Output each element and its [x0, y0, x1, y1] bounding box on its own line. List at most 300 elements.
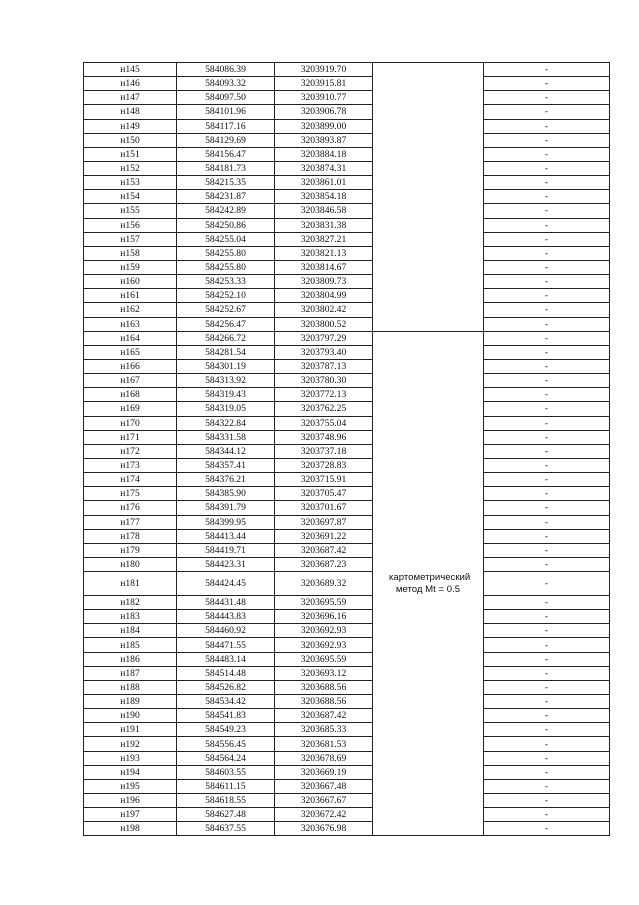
dash-cell: - — [484, 161, 610, 175]
point-name-cell: н177 — [84, 515, 177, 529]
point-name-cell: н161 — [84, 289, 177, 303]
dash-cell: - — [484, 794, 610, 808]
dash-cell: - — [484, 458, 610, 472]
x-coordinate-cell: 584117.16 — [177, 119, 275, 133]
table-row — [84, 232, 610, 246]
point-name-cell: н153 — [84, 176, 177, 190]
table-row — [84, 822, 610, 836]
method-cell — [373, 794, 484, 808]
point-name-cell: н152 — [84, 161, 177, 175]
x-coordinate-cell: 584399.95 — [177, 515, 275, 529]
method-cell — [373, 473, 484, 487]
table-row — [84, 133, 610, 147]
method-cell — [373, 596, 484, 610]
dash-cell: - — [484, 416, 610, 430]
table-row — [84, 218, 610, 232]
point-name-cell: н160 — [84, 275, 177, 289]
dash-cell: - — [484, 218, 610, 232]
point-name-cell: н148 — [84, 105, 177, 119]
y-coordinate-cell: 3203772.13 — [275, 388, 373, 402]
point-name-cell: н167 — [84, 374, 177, 388]
dash-cell: - — [484, 487, 610, 501]
table-row — [84, 161, 610, 175]
y-coordinate-cell: 3203667.48 — [275, 779, 373, 793]
x-coordinate-cell: 584231.87 — [177, 190, 275, 204]
y-coordinate-cell: 3203797.29 — [275, 331, 373, 345]
table-row — [84, 444, 610, 458]
y-coordinate-cell: 3203800.52 — [275, 317, 373, 331]
table-row — [84, 246, 610, 260]
dash-cell: - — [484, 473, 610, 487]
x-coordinate-cell: 584101.96 — [177, 105, 275, 119]
y-coordinate-cell: 3203809.73 — [275, 275, 373, 289]
dash-cell: - — [484, 303, 610, 317]
y-coordinate-cell: 3203695.59 — [275, 596, 373, 610]
y-coordinate-cell: 3203884.18 — [275, 147, 373, 161]
y-coordinate-cell: 3203893.87 — [275, 133, 373, 147]
y-coordinate-cell: 3203696.16 — [275, 610, 373, 624]
x-coordinate-cell: 584255.80 — [177, 260, 275, 274]
dash-cell: - — [484, 501, 610, 515]
point-name-cell: н175 — [84, 487, 177, 501]
method-cell — [373, 430, 484, 444]
method-cell — [373, 388, 484, 402]
x-coordinate-cell: 584281.54 — [177, 345, 275, 359]
table-row — [84, 260, 610, 274]
point-name-cell: н195 — [84, 779, 177, 793]
method-cell — [373, 317, 484, 331]
dash-cell: - — [484, 666, 610, 680]
dash-cell: - — [484, 190, 610, 204]
method-cell — [373, 133, 484, 147]
point-name-cell: н197 — [84, 808, 177, 822]
point-name-cell: н176 — [84, 501, 177, 515]
table-row — [84, 529, 610, 543]
x-coordinate-cell: 584253.33 — [177, 275, 275, 289]
y-coordinate-cell: 3203687.42 — [275, 709, 373, 723]
dash-cell: - — [484, 808, 610, 822]
y-coordinate-cell: 3203787.13 — [275, 359, 373, 373]
y-coordinate-cell: 3203919.70 — [275, 63, 373, 77]
x-coordinate-cell: 584266.72 — [177, 331, 275, 345]
y-coordinate-cell: 3203687.23 — [275, 557, 373, 571]
y-coordinate-cell: 3203874.31 — [275, 161, 373, 175]
y-coordinate-cell: 3203676.98 — [275, 822, 373, 836]
table-row — [84, 610, 610, 624]
dash-cell: - — [484, 596, 610, 610]
point-name-cell: н178 — [84, 529, 177, 543]
x-coordinate-cell: 584156.47 — [177, 147, 275, 161]
x-coordinate-cell: 584252.10 — [177, 289, 275, 303]
method-cell — [373, 652, 484, 666]
y-coordinate-cell: 3203831.38 — [275, 218, 373, 232]
y-coordinate-cell: 3203861.01 — [275, 176, 373, 190]
method-cell — [373, 232, 484, 246]
method-cell — [373, 557, 484, 571]
y-coordinate-cell: 3203728.83 — [275, 458, 373, 472]
table-row — [84, 751, 610, 765]
table-row — [84, 666, 610, 680]
y-coordinate-cell: 3203899.00 — [275, 119, 373, 133]
method-cell — [373, 808, 484, 822]
y-coordinate-cell: 3203802.42 — [275, 303, 373, 317]
y-coordinate-cell: 3203854.18 — [275, 190, 373, 204]
dash-cell: - — [484, 374, 610, 388]
x-coordinate-cell: 584424.45 — [177, 572, 275, 596]
point-name-cell: н157 — [84, 232, 177, 246]
table-row — [84, 430, 610, 444]
y-coordinate-cell: 3203804.99 — [275, 289, 373, 303]
x-coordinate-cell: 584603.55 — [177, 765, 275, 779]
point-name-cell: н164 — [84, 331, 177, 345]
y-coordinate-cell: 3203669.19 — [275, 765, 373, 779]
method-cell — [373, 63, 484, 77]
point-name-cell: н147 — [84, 91, 177, 105]
point-name-cell: н180 — [84, 557, 177, 571]
x-coordinate-cell: 584549.23 — [177, 723, 275, 737]
table-row — [84, 765, 610, 779]
y-coordinate-cell: 3203827.21 — [275, 232, 373, 246]
x-coordinate-cell: 584391.79 — [177, 501, 275, 515]
dash-cell: - — [484, 204, 610, 218]
dash-cell: - — [484, 232, 610, 246]
method-cell — [373, 680, 484, 694]
table-row — [84, 473, 610, 487]
method-cell — [373, 359, 484, 373]
dash-cell: - — [484, 317, 610, 331]
dash-cell: - — [484, 289, 610, 303]
y-coordinate-cell: 3203667.67 — [275, 794, 373, 808]
dash-cell: - — [484, 572, 610, 596]
y-coordinate-cell: 3203915.81 — [275, 77, 373, 91]
y-coordinate-cell: 3203688.56 — [275, 695, 373, 709]
coordinates-table-body — [84, 63, 610, 836]
dash-cell: - — [484, 723, 610, 737]
point-name-cell: н163 — [84, 317, 177, 331]
y-coordinate-cell: 3203695.59 — [275, 652, 373, 666]
table-row — [84, 596, 610, 610]
x-coordinate-cell: 584252.67 — [177, 303, 275, 317]
method-cell — [373, 737, 484, 751]
method-cell — [373, 638, 484, 652]
method-cell — [373, 331, 484, 345]
dash-cell: - — [484, 91, 610, 105]
table-row — [84, 91, 610, 105]
y-coordinate-cell: 3203692.93 — [275, 624, 373, 638]
y-coordinate-cell: 3203755.04 — [275, 416, 373, 430]
table-row — [84, 709, 610, 723]
method-cell — [373, 444, 484, 458]
x-coordinate-cell: 584181.73 — [177, 161, 275, 175]
method-cell — [373, 260, 484, 274]
point-name-cell: н196 — [84, 794, 177, 808]
x-coordinate-cell: 584093.32 — [177, 77, 275, 91]
x-coordinate-cell: 584313.92 — [177, 374, 275, 388]
dash-cell: - — [484, 260, 610, 274]
x-coordinate-cell: 584301.19 — [177, 359, 275, 373]
method-cell — [373, 91, 484, 105]
method-cell — [373, 204, 484, 218]
dash-cell: - — [484, 430, 610, 444]
dash-cell: - — [484, 610, 610, 624]
dash-cell: - — [484, 275, 610, 289]
point-name-cell: н168 — [84, 388, 177, 402]
dash-cell: - — [484, 529, 610, 543]
table-row — [84, 624, 610, 638]
x-coordinate-cell: 584255.80 — [177, 246, 275, 260]
dash-cell: - — [484, 751, 610, 765]
x-coordinate-cell: 584556.45 — [177, 737, 275, 751]
dash-cell: - — [484, 119, 610, 133]
table-row — [84, 374, 610, 388]
point-name-cell: н172 — [84, 444, 177, 458]
method-cell — [373, 709, 484, 723]
table-row — [84, 359, 610, 373]
table-row — [84, 515, 610, 529]
point-name-cell: н150 — [84, 133, 177, 147]
table-row — [84, 204, 610, 218]
method-cell — [373, 610, 484, 624]
table-row — [84, 737, 610, 751]
y-coordinate-cell: 3203748.96 — [275, 430, 373, 444]
method-cell — [373, 458, 484, 472]
point-name-cell: н179 — [84, 543, 177, 557]
method-cell — [373, 374, 484, 388]
table-row — [84, 119, 610, 133]
x-coordinate-cell: 584357.41 — [177, 458, 275, 472]
point-name-cell: н170 — [84, 416, 177, 430]
method-cell — [373, 303, 484, 317]
y-coordinate-cell: 3203691.22 — [275, 529, 373, 543]
y-coordinate-cell: 3203672.42 — [275, 808, 373, 822]
point-name-cell: н186 — [84, 652, 177, 666]
point-name-cell: н185 — [84, 638, 177, 652]
method-cell — [373, 572, 484, 596]
method-cell — [373, 161, 484, 175]
x-coordinate-cell: 584541.83 — [177, 709, 275, 723]
point-name-cell: н169 — [84, 402, 177, 416]
table-row — [84, 680, 610, 694]
dash-cell: - — [484, 345, 610, 359]
y-coordinate-cell: 3203780.30 — [275, 374, 373, 388]
method-cell — [373, 487, 484, 501]
x-coordinate-cell: 584215.35 — [177, 176, 275, 190]
point-name-cell: н187 — [84, 666, 177, 680]
dash-cell: - — [484, 822, 610, 836]
point-name-cell: н165 — [84, 345, 177, 359]
table-row — [84, 190, 610, 204]
point-name-cell: н154 — [84, 190, 177, 204]
table-row — [84, 345, 610, 359]
dash-cell: - — [484, 680, 610, 694]
x-coordinate-cell: 584344.12 — [177, 444, 275, 458]
table-row — [84, 317, 610, 331]
point-name-cell: н184 — [84, 624, 177, 638]
x-coordinate-cell: 584526.82 — [177, 680, 275, 694]
table-row — [84, 652, 610, 666]
x-coordinate-cell: 584618.55 — [177, 794, 275, 808]
method-cell — [373, 624, 484, 638]
dash-cell: - — [484, 737, 610, 751]
x-coordinate-cell: 584423.31 — [177, 557, 275, 571]
point-name-cell: н174 — [84, 473, 177, 487]
y-coordinate-cell: 3203687.42 — [275, 543, 373, 557]
dash-cell: - — [484, 444, 610, 458]
point-name-cell: н162 — [84, 303, 177, 317]
point-name-cell: н188 — [84, 680, 177, 694]
y-coordinate-cell: 3203846.58 — [275, 204, 373, 218]
dash-cell: - — [484, 779, 610, 793]
table-row — [84, 695, 610, 709]
table-row — [84, 638, 610, 652]
x-coordinate-cell: 584460.92 — [177, 624, 275, 638]
dash-cell: - — [484, 331, 610, 345]
dash-cell: - — [484, 77, 610, 91]
y-coordinate-cell: 3203910.77 — [275, 91, 373, 105]
dash-cell: - — [484, 133, 610, 147]
table-row — [84, 176, 610, 190]
dash-cell: - — [484, 543, 610, 557]
y-coordinate-cell: 3203906.78 — [275, 105, 373, 119]
x-coordinate-cell: 584443.83 — [177, 610, 275, 624]
dash-cell: - — [484, 557, 610, 571]
point-name-cell: н193 — [84, 751, 177, 765]
x-coordinate-cell: 584534.42 — [177, 695, 275, 709]
point-name-cell: н182 — [84, 596, 177, 610]
dash-cell: - — [484, 709, 610, 723]
x-coordinate-cell: 584086.39 — [177, 63, 275, 77]
y-coordinate-cell: 3203737.18 — [275, 444, 373, 458]
dash-cell: - — [484, 765, 610, 779]
table-row — [84, 275, 610, 289]
y-coordinate-cell: 3203685.33 — [275, 723, 373, 737]
point-name-cell: н159 — [84, 260, 177, 274]
method-cell — [373, 779, 484, 793]
y-coordinate-cell: 3203693.12 — [275, 666, 373, 680]
x-coordinate-cell: 584413.44 — [177, 529, 275, 543]
x-coordinate-cell: 584242.89 — [177, 204, 275, 218]
y-coordinate-cell: 3203701.67 — [275, 501, 373, 515]
method-cell — [373, 723, 484, 737]
x-coordinate-cell: 584483.14 — [177, 652, 275, 666]
x-coordinate-cell: 584331.58 — [177, 430, 275, 444]
x-coordinate-cell: 584256.47 — [177, 317, 275, 331]
x-coordinate-cell: 584627.48 — [177, 808, 275, 822]
method-cell — [373, 515, 484, 529]
x-coordinate-cell: 584564.24 — [177, 751, 275, 765]
point-name-cell: н155 — [84, 204, 177, 218]
method-cell — [373, 543, 484, 557]
method-cell — [373, 501, 484, 515]
table-row — [84, 105, 610, 119]
x-coordinate-cell: 584255.04 — [177, 232, 275, 246]
table-row — [84, 779, 610, 793]
table-row — [84, 402, 610, 416]
table-row — [84, 794, 610, 808]
table-row — [84, 63, 610, 77]
point-name-cell: н194 — [84, 765, 177, 779]
point-name-cell: н151 — [84, 147, 177, 161]
x-coordinate-cell: 584514.48 — [177, 666, 275, 680]
method-cell — [373, 345, 484, 359]
method-cell — [373, 176, 484, 190]
table-row — [84, 331, 610, 345]
method-cell — [373, 246, 484, 260]
point-name-cell: н198 — [84, 822, 177, 836]
method-cell — [373, 666, 484, 680]
table-row — [84, 572, 610, 596]
dash-cell: - — [484, 402, 610, 416]
x-coordinate-cell: 584250.86 — [177, 218, 275, 232]
table-row — [84, 147, 610, 161]
method-cell — [373, 402, 484, 416]
y-coordinate-cell: 3203678.69 — [275, 751, 373, 765]
method-cell — [373, 289, 484, 303]
y-coordinate-cell: 3203793.40 — [275, 345, 373, 359]
method-cell — [373, 416, 484, 430]
table-row — [84, 416, 610, 430]
method-cell — [373, 765, 484, 779]
y-coordinate-cell: 3203705.47 — [275, 487, 373, 501]
point-name-cell: н156 — [84, 218, 177, 232]
method-label: картометрический метод Mt = 0.5 — [389, 571, 471, 595]
method-cell — [373, 190, 484, 204]
method-cell — [373, 119, 484, 133]
point-name-cell: н189 — [84, 695, 177, 709]
dash-cell: - — [484, 652, 610, 666]
dash-cell: - — [484, 695, 610, 709]
dash-cell: - — [484, 105, 610, 119]
dash-cell: - — [484, 388, 610, 402]
point-name-cell: н191 — [84, 723, 177, 737]
x-coordinate-cell: 584385.90 — [177, 487, 275, 501]
point-name-cell: н190 — [84, 709, 177, 723]
table-row — [84, 289, 610, 303]
dash-cell: - — [484, 176, 610, 190]
table-row — [84, 77, 610, 91]
dash-cell: - — [484, 638, 610, 652]
coordinates-table — [83, 62, 610, 836]
y-coordinate-cell: 3203681.53 — [275, 737, 373, 751]
y-coordinate-cell: 3203692.93 — [275, 638, 373, 652]
y-coordinate-cell: 3203715.91 — [275, 473, 373, 487]
table-row — [84, 501, 610, 515]
point-name-cell: н146 — [84, 77, 177, 91]
method-cell — [373, 695, 484, 709]
method-cell — [373, 275, 484, 289]
method-cell — [373, 218, 484, 232]
x-coordinate-cell: 584319.43 — [177, 388, 275, 402]
y-coordinate-cell: 3203762.25 — [275, 402, 373, 416]
x-coordinate-cell: 584611.15 — [177, 779, 275, 793]
dash-cell: - — [484, 624, 610, 638]
point-name-cell: н149 — [84, 119, 177, 133]
x-coordinate-cell: 584376.21 — [177, 473, 275, 487]
dash-cell: - — [484, 515, 610, 529]
point-name-cell: н192 — [84, 737, 177, 751]
table-row — [84, 543, 610, 557]
method-cell — [373, 105, 484, 119]
dash-cell: - — [484, 147, 610, 161]
dash-cell: - — [484, 359, 610, 373]
table-row — [84, 557, 610, 571]
x-coordinate-cell: 584471.55 — [177, 638, 275, 652]
x-coordinate-cell: 584319.05 — [177, 402, 275, 416]
dash-cell: - — [484, 63, 610, 77]
x-coordinate-cell: 584419.71 — [177, 543, 275, 557]
x-coordinate-cell: 584637.55 — [177, 822, 275, 836]
table-row — [84, 303, 610, 317]
